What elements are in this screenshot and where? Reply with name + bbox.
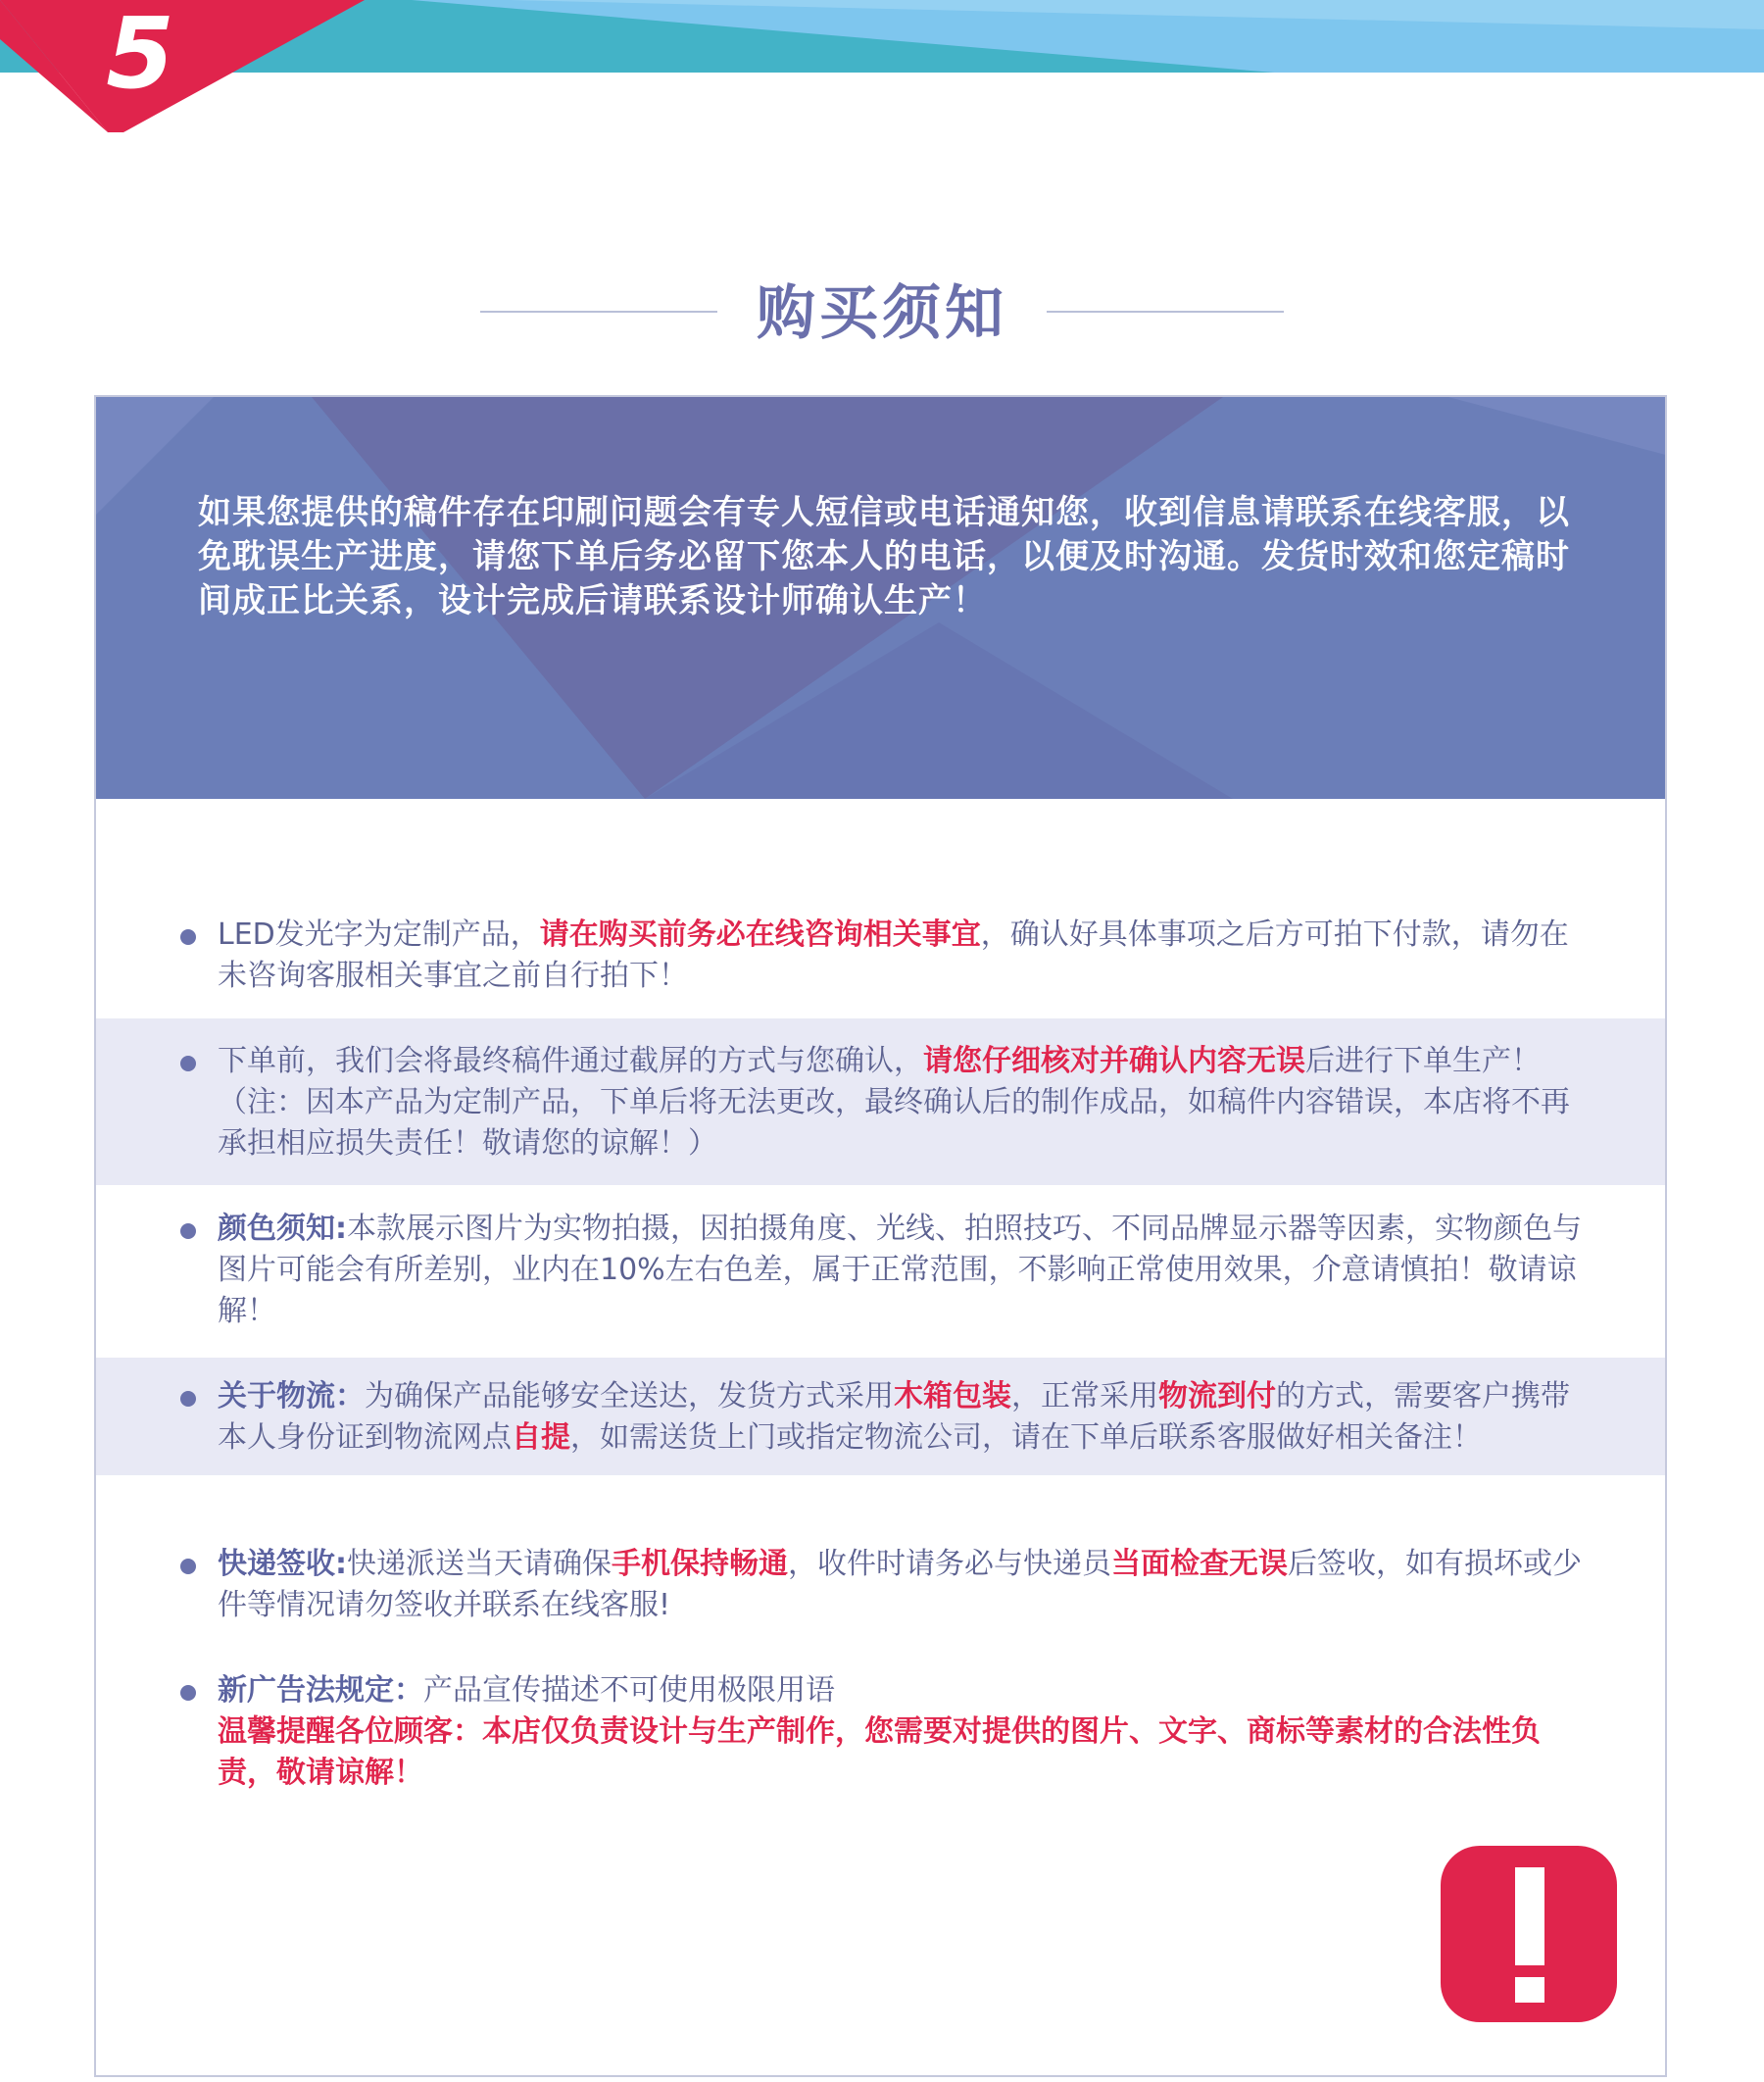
top-banner-graphic [0,0,1764,137]
bullet-dot [180,1223,196,1239]
list-item-text: 关于物流：为确保产品能够安全送达，发货方式采用木箱包装，正常采用物流到付的方式，需要客户携带本人身份证到物流网点自提，如需送货上门或指定物流公司，请在下单后联系客服做好相关备注！ [218,1379,1570,1455]
list-item-text: 下单前，我们会将最终稿件通过截屏的方式与您确认，请您仔细核对并确认内容无误后进行下单生产！（注：因本产品为定制产品，下单后将无法更改，最终确认后的制作成品，如稿件内容错误，本店将不再承担相应损失责任！敬请您的谅解！） [218,1044,1570,1161]
list-item-text: LED发光字为定制产品，请在购买前务必在线咨询相关事宜，确认好具体事项之后方可拍下付款，请勿在未咨询客服相关事宜之前自行拍下！ [218,917,1569,993]
notice-card [94,395,1667,2077]
section-number: 5 [106,0,174,111]
highlight-text: 当面检查无误 [1111,1547,1288,1581]
list-item-text: 颜色须知:本款展示图片为实物拍摄，因拍摄角度、光线、拍照技巧、不同品牌显示器等因素，实物颜色与图片可能会有所差别，业内在10%左右色差，属于正常范围，不影响正常使用效果，介意请慎拍！敬请谅解！ [218,1212,1582,1328]
item-label: 颜色须知: [218,1212,347,1246]
highlight-text: 物流到付 [1158,1379,1276,1413]
title-row [0,265,1764,363]
highlight-text: 手机保持畅通 [612,1547,788,1581]
warning-text: 温馨提醒各位顾客：本店仅负责设计与生产制作，您需要对提供的图片、文字、商标等素材的合法性负责，敬请谅解！ [218,1714,1541,1790]
bullet-dot [180,1685,196,1701]
highlight-text: 请在购买前务必在线咨询相关事宜 [539,917,981,952]
bullet-dot [180,1056,196,1071]
title-rule-left [480,311,717,313]
item-label: 快递签收: [218,1547,347,1581]
highlight-text: 请您仔细核对并确认内容无误 [923,1044,1305,1078]
bullet-dot [180,1559,196,1574]
exclamation-icon [1441,1846,1617,2022]
notice-text: 如果您提供的稿件存在印刷问题会有专人短信或电话通知您，收到信息请联系在线客服，以免耽误生产进度，请您下单后务必留下您本人的电话，以便及时沟通。发货时效和您定稿时间成正比关系，设计完成后请联系设计师确认生产！ [198,493,1570,620]
highlight-text: 自提 [512,1420,570,1455]
item-label: 新广告法规定： [218,1673,423,1708]
highlight-text: 木箱包装 [894,1379,1011,1413]
page-title: 购买须知 [757,279,1007,348]
item-label: 关于物流： [218,1379,365,1413]
title-rule-right [1047,311,1284,313]
top-banner [0,0,1764,137]
list-item-text: 快递签收:快递派送当天请确保手机保持畅通，收件时请务必与快递员当面检查无误后签收，如有损坏或少件等情况请勿签收并联系在线客服! [218,1547,1582,1622]
bullet-dot [180,1391,196,1407]
notice-banner [96,397,1667,799]
bullet-dot [180,929,196,945]
list-item-text: 新广告法规定：产品宣传描述不可使用极限用语 温馨提醒各位顾客：本店仅负责设计与生产制作，您需要对提供的图片、文字、商标等素材的合法性负责，敬请谅解！ [218,1670,1590,1794]
